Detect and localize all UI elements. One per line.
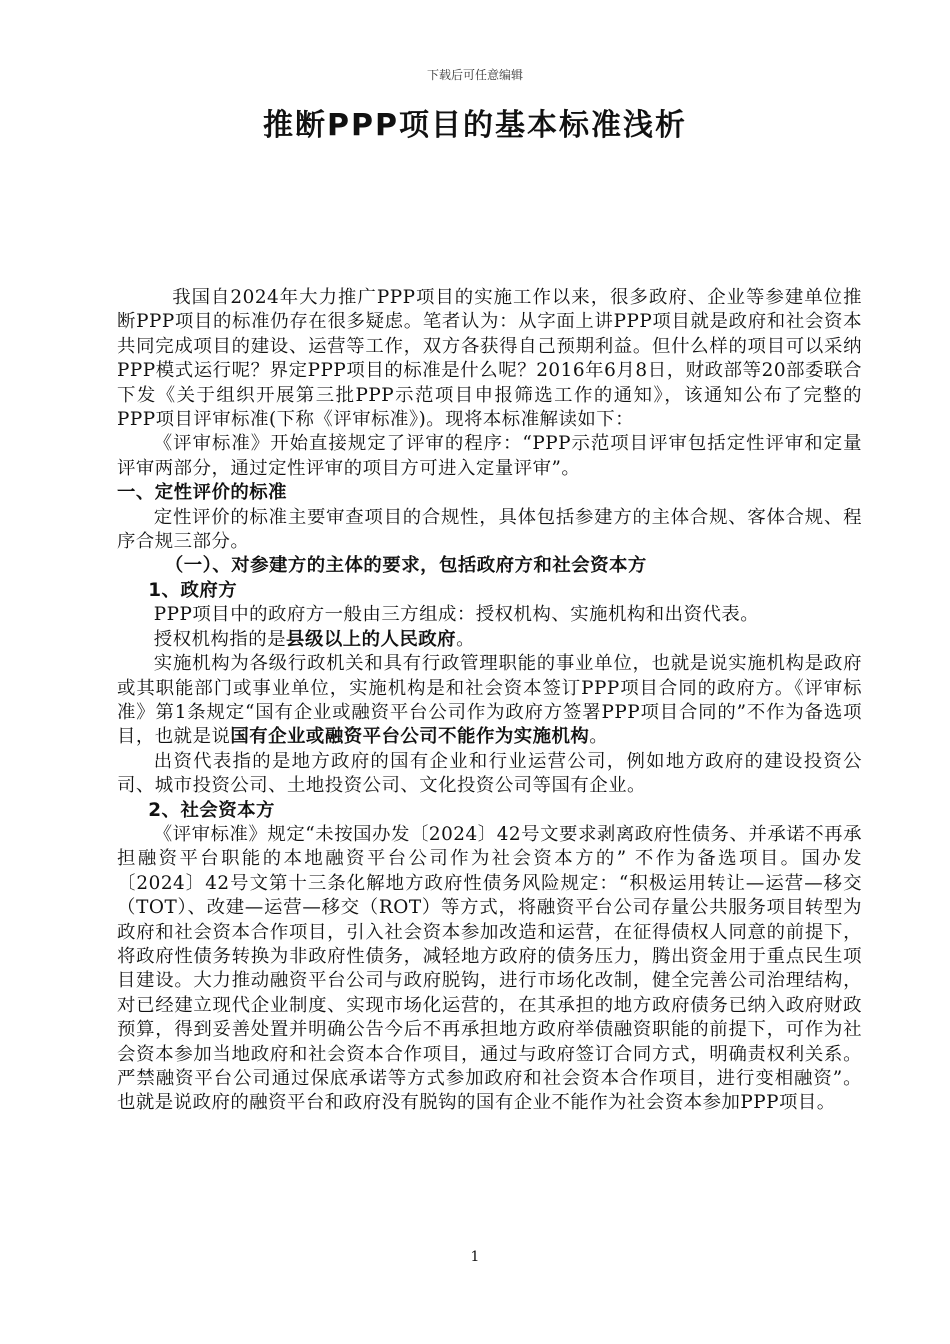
header-note: 下载后可任意编辑 — [426, 68, 523, 82]
paragraph-government-parties: PPP项目中的政府方一般由三方组成：授权机构、实施机构和出资代表。 — [153, 604, 760, 626]
emphasis-text: 县级以上的人民政府 — [286, 628, 457, 650]
emphasis-text: 国有企业或融资平台公司不能作为实施机构 — [230, 726, 590, 748]
text-segment: 。 — [589, 726, 609, 748]
text-segment: 。 — [456, 628, 475, 650]
document-title: 推断PPP项目的基本标准浅析 — [263, 108, 687, 143]
paragraph-review-procedure: 《评审标准》开始直接规定了评审的程序：“PPP示范项目评审包括定性评审和定量评审两部分，通过定性评审的项目方可进入定量评审”。 — [117, 433, 862, 479]
subsection-heading-1: （一）、对参建方的主体的要求，包括政府方和社会资本方 — [164, 555, 647, 577]
section-heading-1: 一、定性评价的标准 — [117, 482, 288, 504]
paragraph-implementing-body — [117, 652, 862, 750]
paragraph-qualitative: 定性评价的标准主要审查项目的合规性，具体包括参建方的主体合规、客体合规、程序合规三部分。 — [117, 506, 862, 553]
page-number: 1 — [470, 1249, 480, 1265]
paragraph-investment-representative: 出资代表指的是地方政府的国有企业和行业运营公司，例如地方政府的建设投资公司、城市投资公司、土地投资公司、文化投资公司等国有企业。 — [117, 750, 862, 797]
item-heading-government: 1、政府方 — [148, 579, 238, 601]
document-body — [117, 286, 862, 1116]
text-segment: 实施机构为各级行政机关和具有行政管理职能的事业单位，也就是说实施机构是政府或其职能部门或事业单位，实施机构是和社会资本签订PPP项目合同的政府方。《评审标准》第1条规定“国有企业或融资平台公司作为政府方签署PPP项目合同的”不作为备选项目，也就是说 — [117, 653, 862, 748]
paragraph-authorizing-body — [117, 628, 862, 652]
item-heading-social-capital: 2、社会资本方 — [148, 799, 275, 821]
paragraph-intro: 我国自2024年大力推广PPP项目的实施工作以来，很多政府、企业等参建单位推断PPP项目的标准仍存在很多疑虑。笔者认为：从字面上讲PPP项目就是政府和社会资本共同完成项目的建设、运营等工作，双方各获得自己预期利益。但什么样的项目可以采纳PPP模式运行呢？界定PPP项目的标准是什么呢？2016年6月8日，财政部等20部委联合下发《关于组织开展第三批PPP示范项目申报筛选工作的通知》，该通知公布了完整的PPP项目评审标准(下称《评审标准》)。现将本标准解读如下： — [117, 287, 862, 431]
paragraph-social-capital: 《评审标准》规定“未按国办发〔2024〕42号文要求剥离政府性债务、并承诺不再承担融资平台职能的本地融资平台公司作为社会资本方的” 不作为备选项目。国办发〔2024〕42号文第十三条化解地方政府性债务风险规定：“积极运用转让—运营—移交（TOT）、改建—运营—移交（ROT）等方式，将融资平台公司存量公共服务项目转型为政府和社会资本合作项目，引入社会资本参加改造和运营，在征得债权人同意的前提下，将政府性债务转换为非政府性债务，减轻地方政府的债务压力，腾出资金用于重点民生项目建设。大力推动融资平台公司与政府脱钩，进行市场化改制，健全完善公司治理结构，对已经建立现代企业制度、实现市场化运营的，在其承担的地方政府债务已纳入政府财政预算，得到妥善处置并明确公告今后不再承担地方政府举债融资职能的前提下，可作为社会资本参加当地政府和社会资本合作项目，通过与政府签订合同方式，明确责权利关系。严禁融资平台公司通过保底承诺等方式参加政府和社会资本合作项目，进行变相融资”。也就是说政府的融资平台和政府没有脱钩的国有企业不能作为社会资本参加PPP项目。 — [117, 823, 862, 1114]
text-segment: 授权机构指的是 — [153, 628, 287, 650]
